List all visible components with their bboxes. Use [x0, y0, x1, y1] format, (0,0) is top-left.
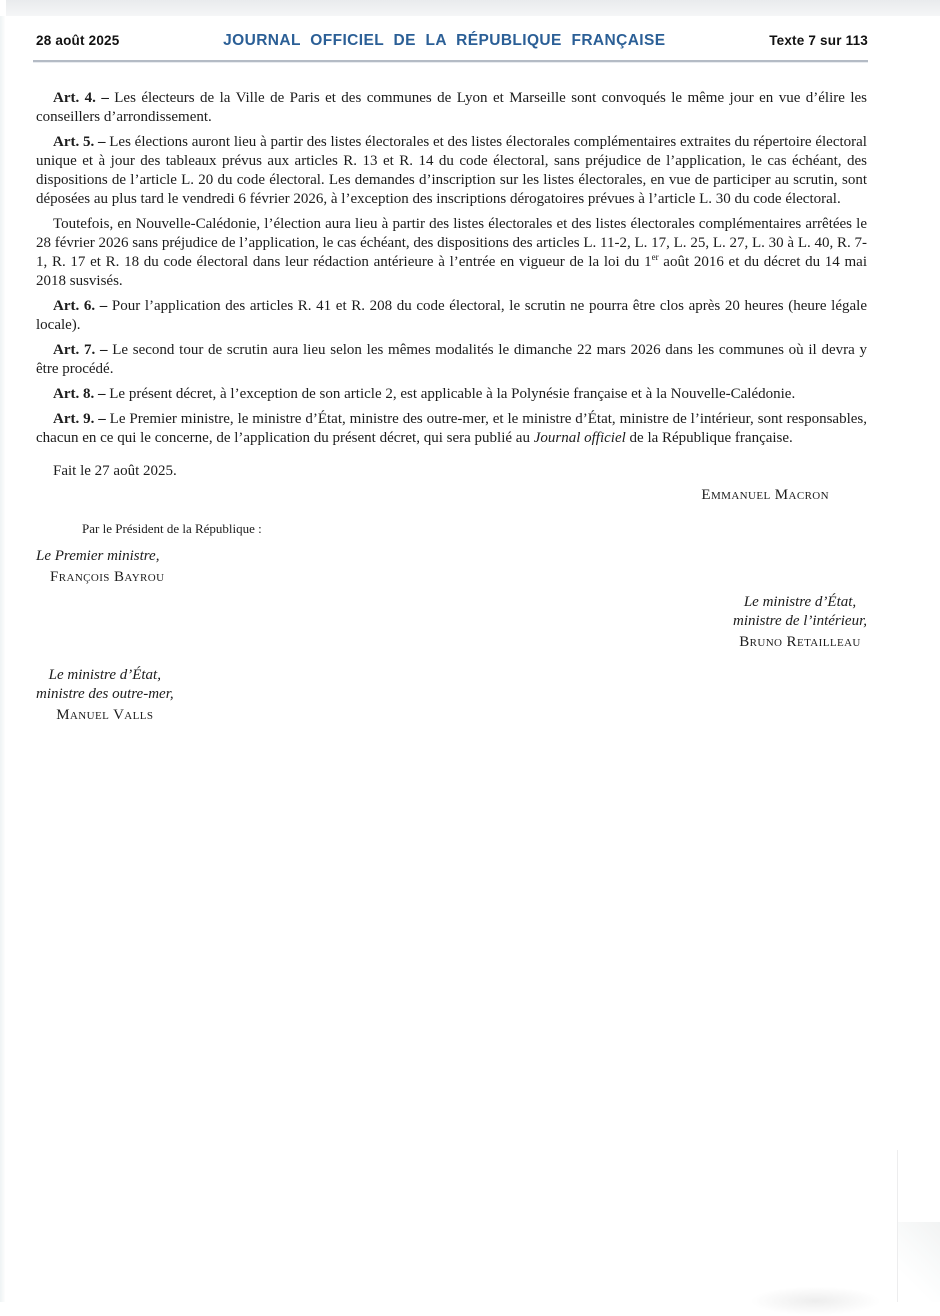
header-rule: [33, 60, 868, 62]
article-7-text: Le second tour de scrutin aura lieu selon les mêmes modalités le dimanche 22 mars 2026 dans les communes où il devra y être procédé.: [36, 342, 867, 377]
interior-minister-signature-wrap: [36, 593, 867, 652]
president-name: Emmanuel Macron: [701, 487, 829, 503]
article-9-paragraph: [36, 410, 867, 448]
page-header: [5, 16, 940, 50]
article-6-text: Pour l’application des articles R. 41 et R. 208 du code électoral, le scrutin ne pourra être clos après 20 heures (heure légale locale).: [36, 298, 867, 333]
article-4-label: Art. 4. –: [53, 90, 109, 106]
prime-minister-signature: [36, 547, 867, 587]
decree-body: [36, 89, 867, 725]
interior-minister-signature: [733, 593, 867, 652]
article-4-paragraph: [36, 89, 867, 127]
article-5-continuation-text: Toutefois, en Nouvelle-Calédonie, l’élection aura lieu à partir des listes électorales et des listes électorales complémentaires arrêtées le 28 février 2026 sans préjudice de l’application, le cas échéant, des dispositions des articles L. 11-2, L. 17, L. 25, L. 27, L. 30 à L. 40, R. 7-1, R. 17 et R. 18 du code électoral dans leur rédaction antérieure à l’entrée en vigueur de la loi du 1: [36, 216, 867, 270]
article-8-paragraph: [36, 385, 867, 404]
article-6-label: Art. 6. –: [53, 298, 108, 314]
article-9-label: Art. 9. –: [53, 411, 106, 427]
interior-minister-title-line1: Le ministre d’État,: [743, 594, 857, 610]
article-5-text: Les élections auront lieu à partir des listes électorales et des listes électorales complémentaires extraites du répertoire électoral unique et à jour des tableaux prévus aux articles R. 13 et R. 14 du code électoral, sans préjudice de l’application, le cas échéant, des dispositions de l’article L. 20 du code électoral. Les demandes d’inscription sur les listes électorales, en vue de participer au scrutin, sont déposées au plus tard le vendredi 6 février 2026, à l’exception des inscriptions dérogatoires prévues à l’article L. 30 du code électoral.: [36, 134, 867, 207]
article-9-text-end: de la République française.: [625, 430, 793, 446]
viewer-top-edge: [6, 0, 940, 16]
overseas-minister-name: Manuel Valls: [56, 707, 154, 723]
header-date: 28 août 2025: [36, 33, 120, 48]
prime-minister-name: François Bayrou: [50, 569, 165, 585]
article-4-text: Les électeurs de la Ville de Paris et des communes de Lyon et Marseille sont convoqués le même jour en vue d’élire les conseillers d’arrondissement.: [36, 90, 867, 125]
overseas-minister-signature: [36, 666, 174, 725]
header-text-ref: Texte 7 sur 113: [769, 33, 868, 48]
document-page: [5, 16, 940, 1302]
article-5-paragraph: [36, 133, 867, 209]
interior-minister-title-line2: ministre de l’intérieur,: [732, 613, 867, 629]
article-5-label: Art. 5. –: [53, 134, 106, 150]
journal-officiel-italic: Journal officiel: [533, 430, 626, 446]
overseas-minister-title-line1: Le ministre d’État,: [48, 667, 161, 683]
article-6-paragraph: [36, 297, 867, 335]
page-corner-sheen: [898, 1222, 940, 1302]
signature-date-line: Fait le 27 août 2025.: [53, 463, 177, 479]
article-5-continuation-text-end: août 2016 et du décret du 14 mai 2018 susvisés.: [36, 254, 868, 289]
prime-minister-title: Le Premier ministre,: [36, 548, 160, 564]
header-journal-title: JOURNAL OFFICIEL DE LA RÉPUBLIQUE FRANÇAISE: [223, 32, 666, 49]
article-8-label: Art. 8. –: [53, 386, 106, 402]
article-7-paragraph: [36, 341, 867, 379]
article-5-continuation-paragraph: [36, 215, 867, 291]
article-7-label: Art. 7. –: [53, 342, 108, 358]
ordinal-superscript: er: [651, 252, 659, 262]
president-signature: [36, 486, 829, 505]
countersign-intro-line: Par le Président de la République :: [82, 521, 262, 536]
interior-minister-name: Bruno Retailleau: [739, 634, 861, 650]
article-8-text: Le présent décret, à l’exception de son article 2, est applicable à la Polynésie française et à la Nouvelle-Calédonie.: [105, 386, 796, 402]
overseas-minister-title-line2: ministre des outre-mer,: [36, 686, 174, 702]
article-9-text: Le Premier ministre, le ministre d’État, ministre des outre-mer, et le ministre d’État, ministre de l’intérieur, sont responsables, chacun en ce qui le concerne, de l’application du présent décret, qui sera publié au: [36, 411, 867, 446]
